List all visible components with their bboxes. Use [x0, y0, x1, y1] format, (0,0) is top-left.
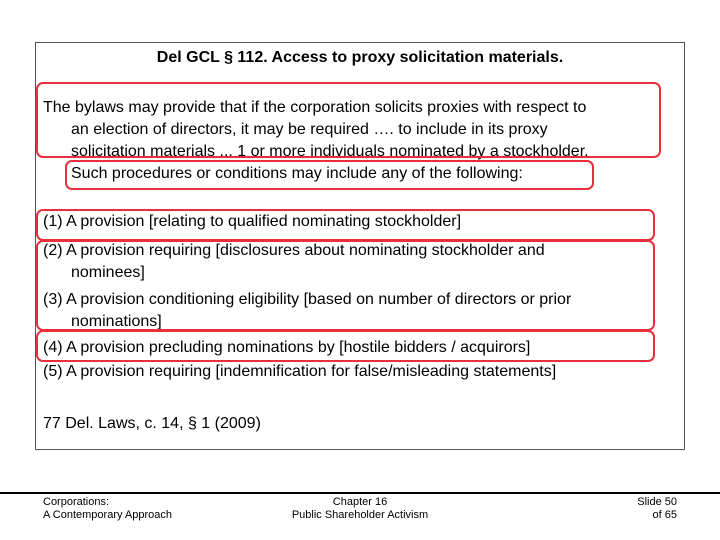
- slide-title: Del GCL § 112. Access to proxy solicitation materials.: [156, 49, 564, 66]
- footer-chapter: Chapter 16: [332, 496, 388, 508]
- footer-chapter-title: Public Shareholder Activism: [291, 509, 429, 521]
- provision-5: (5) A provision requiring [indemnification for false/misleading statements]: [43, 363, 557, 380]
- footer-left: [43, 496, 172, 522]
- footer-slide-total: of 65: [652, 509, 677, 521]
- highlight-intro-last-line: [65, 160, 594, 190]
- footer-rule: [0, 492, 720, 494]
- highlight-provisions-2-3: [36, 240, 655, 331]
- provision-2: (2) A provision requiring [disclosures about nominating stockholder and: [43, 242, 545, 259]
- footer-book-title: Corporations:: [43, 496, 110, 508]
- provision-3: (3) A provision conditioning eligibility [based on number of directors or prior: [43, 291, 572, 308]
- intro-line-1: The bylaws may provide that if the corporation solicits proxies with respect to: [43, 99, 587, 116]
- footer-right: [637, 496, 677, 522]
- intro-line-2: an election of directors, it may be required …. to include in its proxy: [71, 121, 548, 138]
- highlight-intro: [36, 82, 661, 158]
- footer-book-subtitle: A Contemporary Approach: [43, 509, 173, 521]
- provision-1: (1) A provision [relating to qualified nominating stockholder]: [43, 213, 462, 230]
- provision-4: (4) A provision precluding nominations by [hostile bidders / acquirors]: [43, 339, 531, 356]
- provision-3-continued: nominations]: [71, 313, 162, 330]
- citation: 77 Del. Laws, c. 14, § 1 (2009): [43, 415, 261, 432]
- highlight-provision-1: [36, 209, 655, 241]
- footer-slide-number: Slide 50: [637, 496, 677, 508]
- intro-line-3: solicitation materials ... 1 or more individuals nominated by a stockholder.: [71, 143, 589, 160]
- footer-center: [230, 496, 490, 522]
- highlight-provision-4: [36, 330, 655, 362]
- intro-line-4: Such procedures or conditions may include any of the following:: [71, 165, 523, 182]
- provision-2-continued: nominees]: [71, 264, 145, 281]
